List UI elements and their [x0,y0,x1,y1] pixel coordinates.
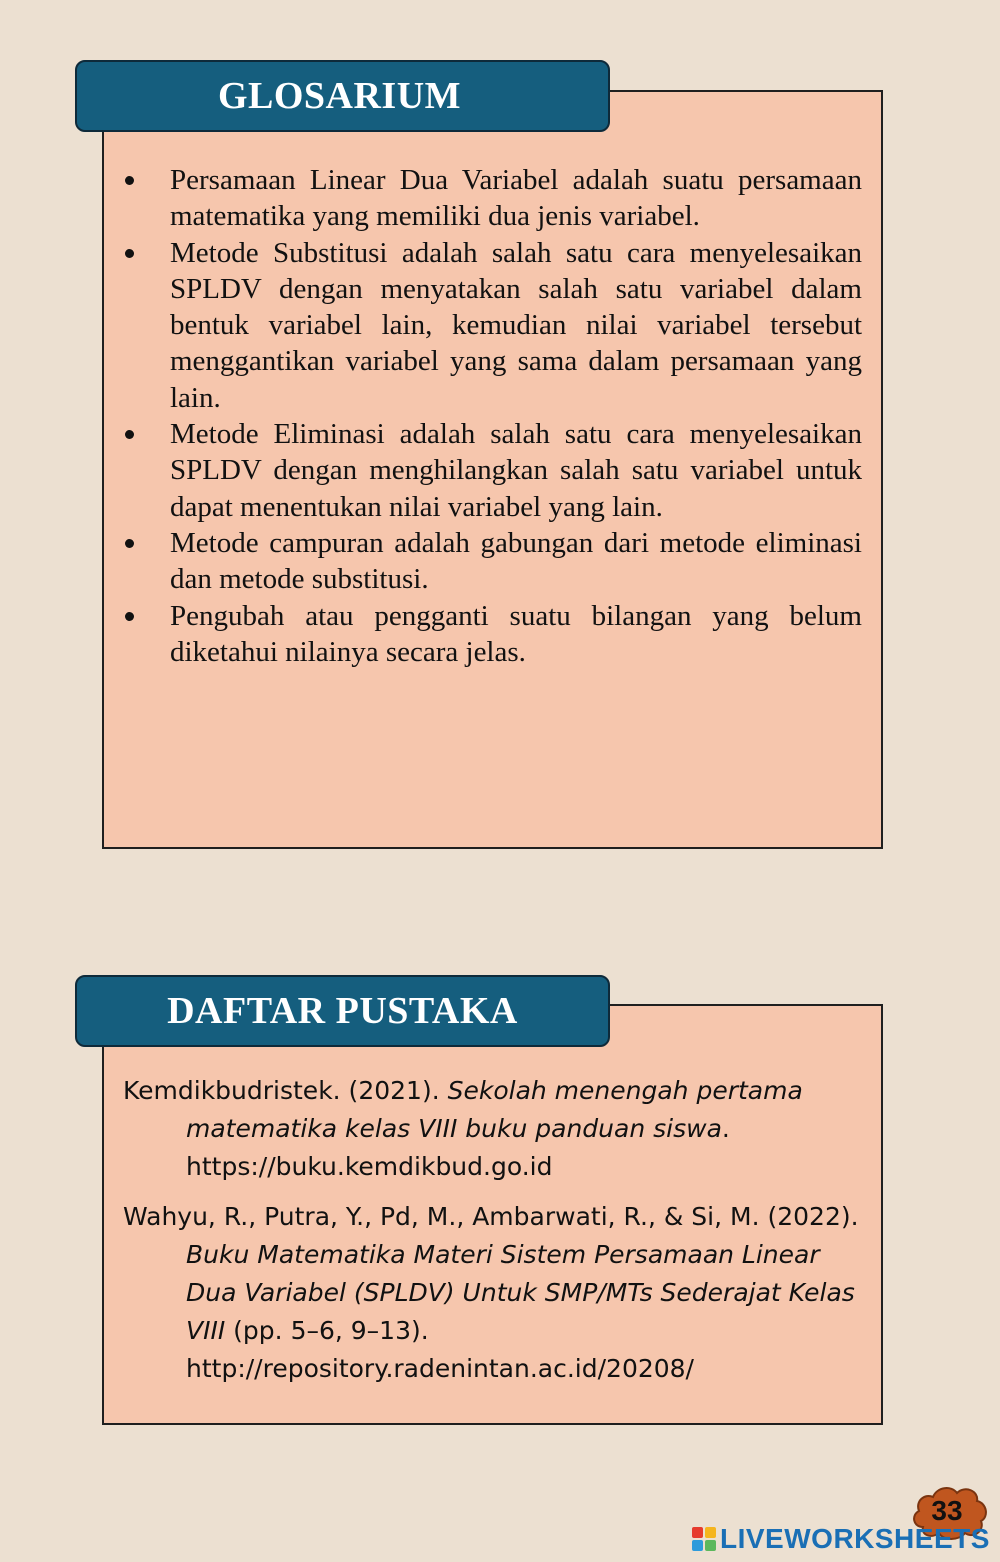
reference-entry: Wahyu, R., Putra, Y., Pd, M., Ambarwati, R., & Si, M. (2022). Buku Matematika Materi Sistem Persamaan Linear Dua Variabel (SPLDV) Untuk SMP/MTs Sederajat Kelas VIII (pp. 5–6, 9–13). http://repository.radenintan.ac.id/20208/ [123,1202,859,1383]
reference-url: https://buku.kemdikbud.go.id [186,1152,553,1181]
liveworksheets-logo-icon [692,1527,716,1551]
reference-list [123,1072,863,1400]
reference-title: Sekolah menengah pertama matematika kelas VIII buku panduan siswa [186,1076,803,1143]
glosarium-header-tab [75,60,610,132]
glosarium-item: Metode campuran adalah gabungan dari metode eliminasi dan metode substitusi. [170,526,862,596]
glosarium-item: Pengubah atau pengganti suatu bilangan yang belum diketahui nilainya secara jelas. [170,599,862,668]
liveworksheets-watermark [692,1523,990,1555]
reference-title: Buku Matematika Materi Sistem Persamaan Linear Dua Variabel (SPLDV) Untuk SMP/MTs Sederajat Kelas VIII [186,1240,855,1345]
reference-entry: Kemdikbudristek. (2021). Sekolah menengah pertama matematika kelas VIII buku panduan siswa. https://buku.kemdikbud.go.id [123,1076,803,1181]
page-number: 33 [931,1495,963,1526]
watermark-text: LIVEWORKSHEETS [720,1523,990,1554]
glosarium-item: Metode Substitusi adalah salah satu cara menyelesaikan SPLDV dengan menyatakan salah satu variabel dalam bentuk variabel lain, kemudian nilai variabel tersebut menggantikan variabel yang sama dalam persamaan yang lain. [170,236,862,414]
daftar-pustaka-header-tab [75,975,610,1047]
glosarium-title: GLOSARIUM [217,75,462,117]
reference-url: http://repository.radenintan.ac.id/20208/ [186,1354,694,1383]
glosarium-item: Metode Eliminasi adalah salah satu cara menyelesaikan SPLDV dengan menghilangkan salah satu variabel untuk dapat menentukan nilai variabel yang lain. [170,418,862,523]
glosarium-item: Persamaan Linear Dua Variabel adalah suatu persamaan matematika yang memiliki dua jenis variabel. [170,164,862,233]
glosarium-list [123,162,862,670]
daftar-pustaka-title: DAFTAR PUSTAKA [167,990,518,1032]
